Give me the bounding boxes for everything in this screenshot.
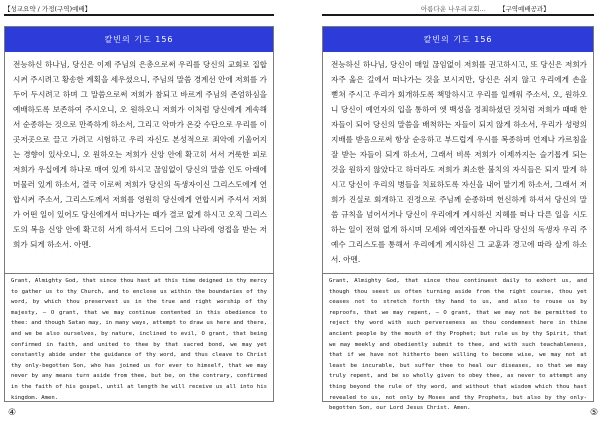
right-prayer-title: 칼빈의 기도 156	[323, 27, 593, 52]
right-header-subtitle: 아름다운 나우리교회...	[421, 5, 486, 13]
left-header-bar	[4, 14, 274, 16]
right-divider	[323, 273, 593, 274]
left-header-tag: 【성교요약 / 가정(구역)예배】	[4, 5, 92, 13]
left-divider	[5, 273, 273, 274]
right-prayer-frame	[322, 26, 594, 412]
left-prayer-title: 칼빈의 기도 156	[5, 27, 273, 52]
left-korean-prayer: 전능하신 하나님, 당신은 이제 주님의 은총으로써 우리를 당신의 교회로 집합시켜 주시려고 황송한 계획을 세우셨으니, 주님의 말씀 경계선 안에 저희를 가두어 두시려고 하며 그 말씀으로써 저희가 참되고 바르게 주님의 존엄하심을 예배하도록 보존하여 주시오니, 오 원하오니 저희가 이처럼 당신에게 계속해서 순종하는 것으로 만족하게 하소서, 그리고 악마가 온갖 수단으로 우리를 이곳저곳으로 끌고 가려고 시험하고 우리 자신도 본성적으로 죄악에 기울어지는 경향이 있사오니, 오 원하오는 저희가 신앙 안에 확고히 서서 거룩한 피로 저희가 우십에게 하나로 매여 있게 하시고 끊임없이 당신의 말씀 인도 아래에 머물러 있게 하소서, 결국 이로써 저희가 당신의 독생자이신 그리스도에게 연합시켜 주소서, 그리스도께서 저희를 영원히 당신에게 연합시켜 주셔서 저희가 어떤 일이 있어도 당신에게서 떠나가는 때가 결코 없게 하시고 오직 그리스도의 복음 신앙 안에 확고히 서게 하셔서 드디어 그의 나라에 영접을 받는 저희가 되게 하소서. 아멘.	[13, 60, 267, 249]
right-header-bar	[322, 14, 594, 16]
right-english-prayer: Grant, Almighty God, that since thou continuest daily to exhort us, and though thou seest us often turning aside from the right course, thou yet ceases not to stretch forth thy hand to us, and also to rouse us by reproofs, that we may repent, — O grant, that we may not be permitted to reject thy word with such perverseness as thou condemnest here in thine ancient people by the mouth of thy Prophet; but rule us by thy Spirit, that we may meekly and obediently submit to thee, and with such teachableness, that if we have not hitherto been willing to become wise, we may not at least be incurable, but suffer thee to heal our diseases, so that we may truly repent, and be so wholly given to obey thee, as never to attempt any thing beyond the rule of thy word, and without that wisdom which thou hast revealed to us, not only by Moses and thy Prophets, but also by thy only-begotten Son, our Lord Jesus Christ. Amen.	[329, 278, 587, 412]
right-page	[300, 0, 600, 424]
right-header-tag: 【구역예배공과】	[499, 5, 550, 13]
right-page-number: ⑤	[589, 408, 599, 418]
left-english-prayer: Grant, Almighty God, that since thou hast at this time deigned in thy mercy to gather us to thy Church, and to enclose us within the boundaries of thy word, by which thou preservest us in the true and right worship of thy majesty, — O grant, that we may continue contented in this obedience to thee: and though Satan may, in many ways, attempt to draw us here and there, and we be also ourselves, by nature, inclined to evil, O grant, that being confirmed in faith, and united to thee by that sacred bond, we may yet constantly abide under the guidance of thy word, and thus cleave to Christ thy only-begotten Son, who has joined us for ever to himself, that we may never by any means turn aside from thee, but be, on the contrary, confirmed in the faith of his gospel, until at length he will receive us all into his kingdom. Amen.	[11, 278, 267, 401]
left-prayer-frame	[4, 26, 274, 402]
right-korean-prayer: 전능하신 하나님, 당신이 매일 끊임없이 저희를 권고하시고, 또 당신은 저희가 자주 옳은 길에서 떠나가는 것을 보시지만, 당신은 쉬지 않고 우리에게 손을 뻗쳐 주시고 우리가 회개하도록 책망하시고 우리를 일깨워 주소서, 오, 원하오니 당신이 예언자의 입을 통하여 엣 백성을 정죄하셨던 것처럼 저희가 때때 한 자들이 되어 당신의 말씀을 배척하는 자들이 되지 않게 하소서, 우리가 성령의 지배를 받음으로써 항상 순응하고 부드럽게 우시를 복종하며 언제나 가르침을 잘 받는 자들이 되게 하소서, 그래서 비록 저희가 이제까지는 슬기롭게 되는 것을 원하지 않았다고 하더라도 저희가 최소한 불치의 자식들은 되지 말게 하시고 당신이 우리의 병들을 치료하도록 자신을 내어 맡기게 하소서, 그래서 저희가 진실로 회개하고 진정으로 주님께 순종하며 헌신하게 하셔서 당신의 말씀 규칙을 넘어서거나 당신이 우리에게 계시하신 지혜를 떠나 다른 일을 시도하는 일이 전혀 없게 하시며 모세와 예언자들뿐 아니라 당신의 독생자 우리 주 예수 그리스도를 통해서 우리에게 계시하신 그 교훈과 경고에 따라 살게 하소서. 아멘.	[331, 60, 587, 264]
left-page-number: ④	[7, 408, 17, 418]
